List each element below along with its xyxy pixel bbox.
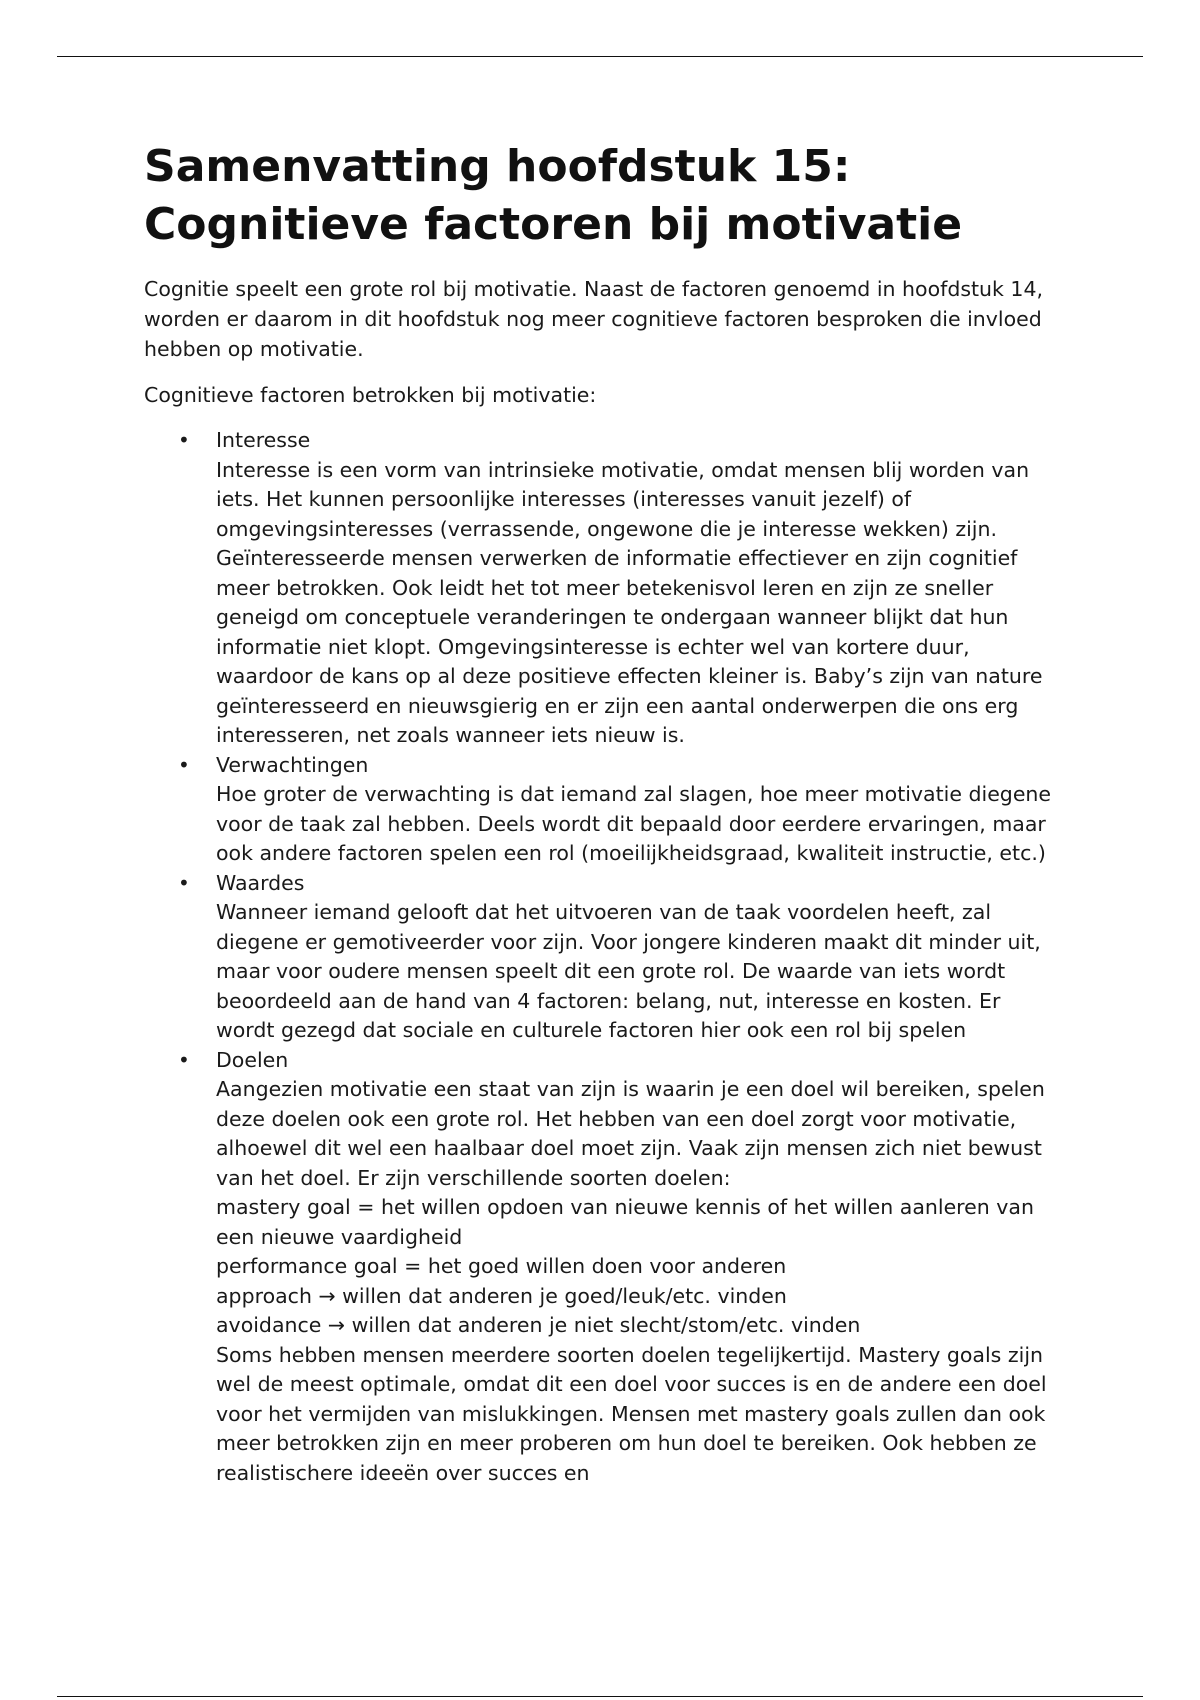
bullet-icon: • xyxy=(178,428,190,452)
bullet-icon: • xyxy=(178,752,190,777)
intro-paragraph: Cognitie speelt een grote rol bij motivatie. Naast de factoren genoemd in hoofdstuk 14, worden er daarom in dit hoofdstuk nog meer cognitieve factoren besproken die invloed hebben op motivatie. xyxy=(144,277,1044,361)
document-body xyxy=(144,138,1064,1488)
list-heading: Cognitieve factoren betrokken bij motivatie: xyxy=(144,383,597,407)
bullet-icon: • xyxy=(178,870,190,895)
goal-type-performance: performance goal = het goed willen doen voor anderen xyxy=(216,1254,787,1278)
item-text: Interesse is een vorm van intrinsieke motivatie, omdat mensen blij worden van iets. Het kunnen persoonlijke interesses (interesses vanuit jezelf) of omgevingsinteresses (verrassende, ongewone die je interesse wekken) zijn. Geïnteresseerde mensen verwerken de informatie effectiever en zijn cognitief meer betrokken. Ook leidt het tot meer betekenisvol leren en zijn ze sneller geneigd om conceptuele veranderingen te ondergaan wanneer blijkt dat hun informatie niet klopt. Omgevingsinteresse is echter wel van kortere duur, waardoor de kans op al deze positieve effecten kleiner is. Baby’s zijn van nature geïnteresseerd en nieuwsgierig en er zijn een aantal onderwerpen die ons erg interesseren, net zoals wanneer iets nieuw is. xyxy=(216,457,1043,747)
top-rule xyxy=(57,56,1143,57)
item-text: Aangezien motivatie een staat van zijn is waarin je een doel wil bereiken, spelen deze doelen ook een grote rol. Het hebben van een doel zorgt voor motivatie, alhoewel dit wel een haalbaar doel moet zijn. Vaak zijn mensen zich niet bewust van het doel. Er zijn verschillende soorten doelen: xyxy=(216,1077,1045,1190)
item-title: Doelen xyxy=(216,1047,289,1072)
bullet-icon: • xyxy=(178,1047,190,1072)
page-title: Samenvatting hoofdstuk 15: Cognitieve factoren bij motivatie xyxy=(144,141,963,250)
goal-type-avoidance: avoidance → willen dat anderen je niet slecht/stom/etc. vinden xyxy=(216,1313,861,1337)
item-text: Wanneer iemand gelooft dat het uitvoeren van de taak voordelen heeft, zal diegene er gemotiveerder voor zijn. Voor jongere kinderen maakt dit minder uit, maar voor oudere mensen speelt dit een grote rol. De waarde van iets wordt beoordeeld aan de hand van 4 factoren: belang, nut, interesse en kosten. Er wordt gezegd dat sociale en culturele factoren hier ook een rol bij spelen xyxy=(216,900,1041,1042)
list-item-verwachtingen xyxy=(144,751,1064,869)
item-title: Verwachtingen xyxy=(216,752,369,777)
list-item-doelen xyxy=(144,1046,1064,1489)
factor-list xyxy=(144,426,1064,1488)
item-text-continued: Soms hebben mensen meerdere soorten doelen tegelijkertijd. Mastery goals zijn wel de meest optimale, omdat dit een doel voor succes is en de andere een doel voor het vermijden van mislukkingen. Mensen met mastery goals zullen dan ook meer betrokken zijn en meer proberen om hun doel te bereiken. Ook hebben ze realistischere ideeën over succes en xyxy=(216,1342,1047,1485)
list-item-waardes xyxy=(144,869,1064,1046)
goal-type-mastery: mastery goal = het willen opdoen van nieuwe kennis of het willen aanleren van een nieuwe vaardigheid xyxy=(216,1195,1034,1249)
list-item-interesse xyxy=(144,426,1064,751)
item-title: Waardes xyxy=(216,870,305,895)
item-text: Hoe groter de verwachting is dat iemand zal slagen, hoe meer motivatie diegene voor de taak zal hebben. Deels wordt dit bepaald door eerdere ervaringen, maar ook andere factoren spelen een rol (moeilijkheidsgraad, kwaliteit instructie, etc.) xyxy=(216,782,1052,865)
goal-type-approach: approach → willen dat anderen je goed/leuk/etc. vinden xyxy=(216,1283,787,1308)
bottom-rule xyxy=(57,1696,1143,1697)
item-title: Interesse xyxy=(216,428,311,452)
